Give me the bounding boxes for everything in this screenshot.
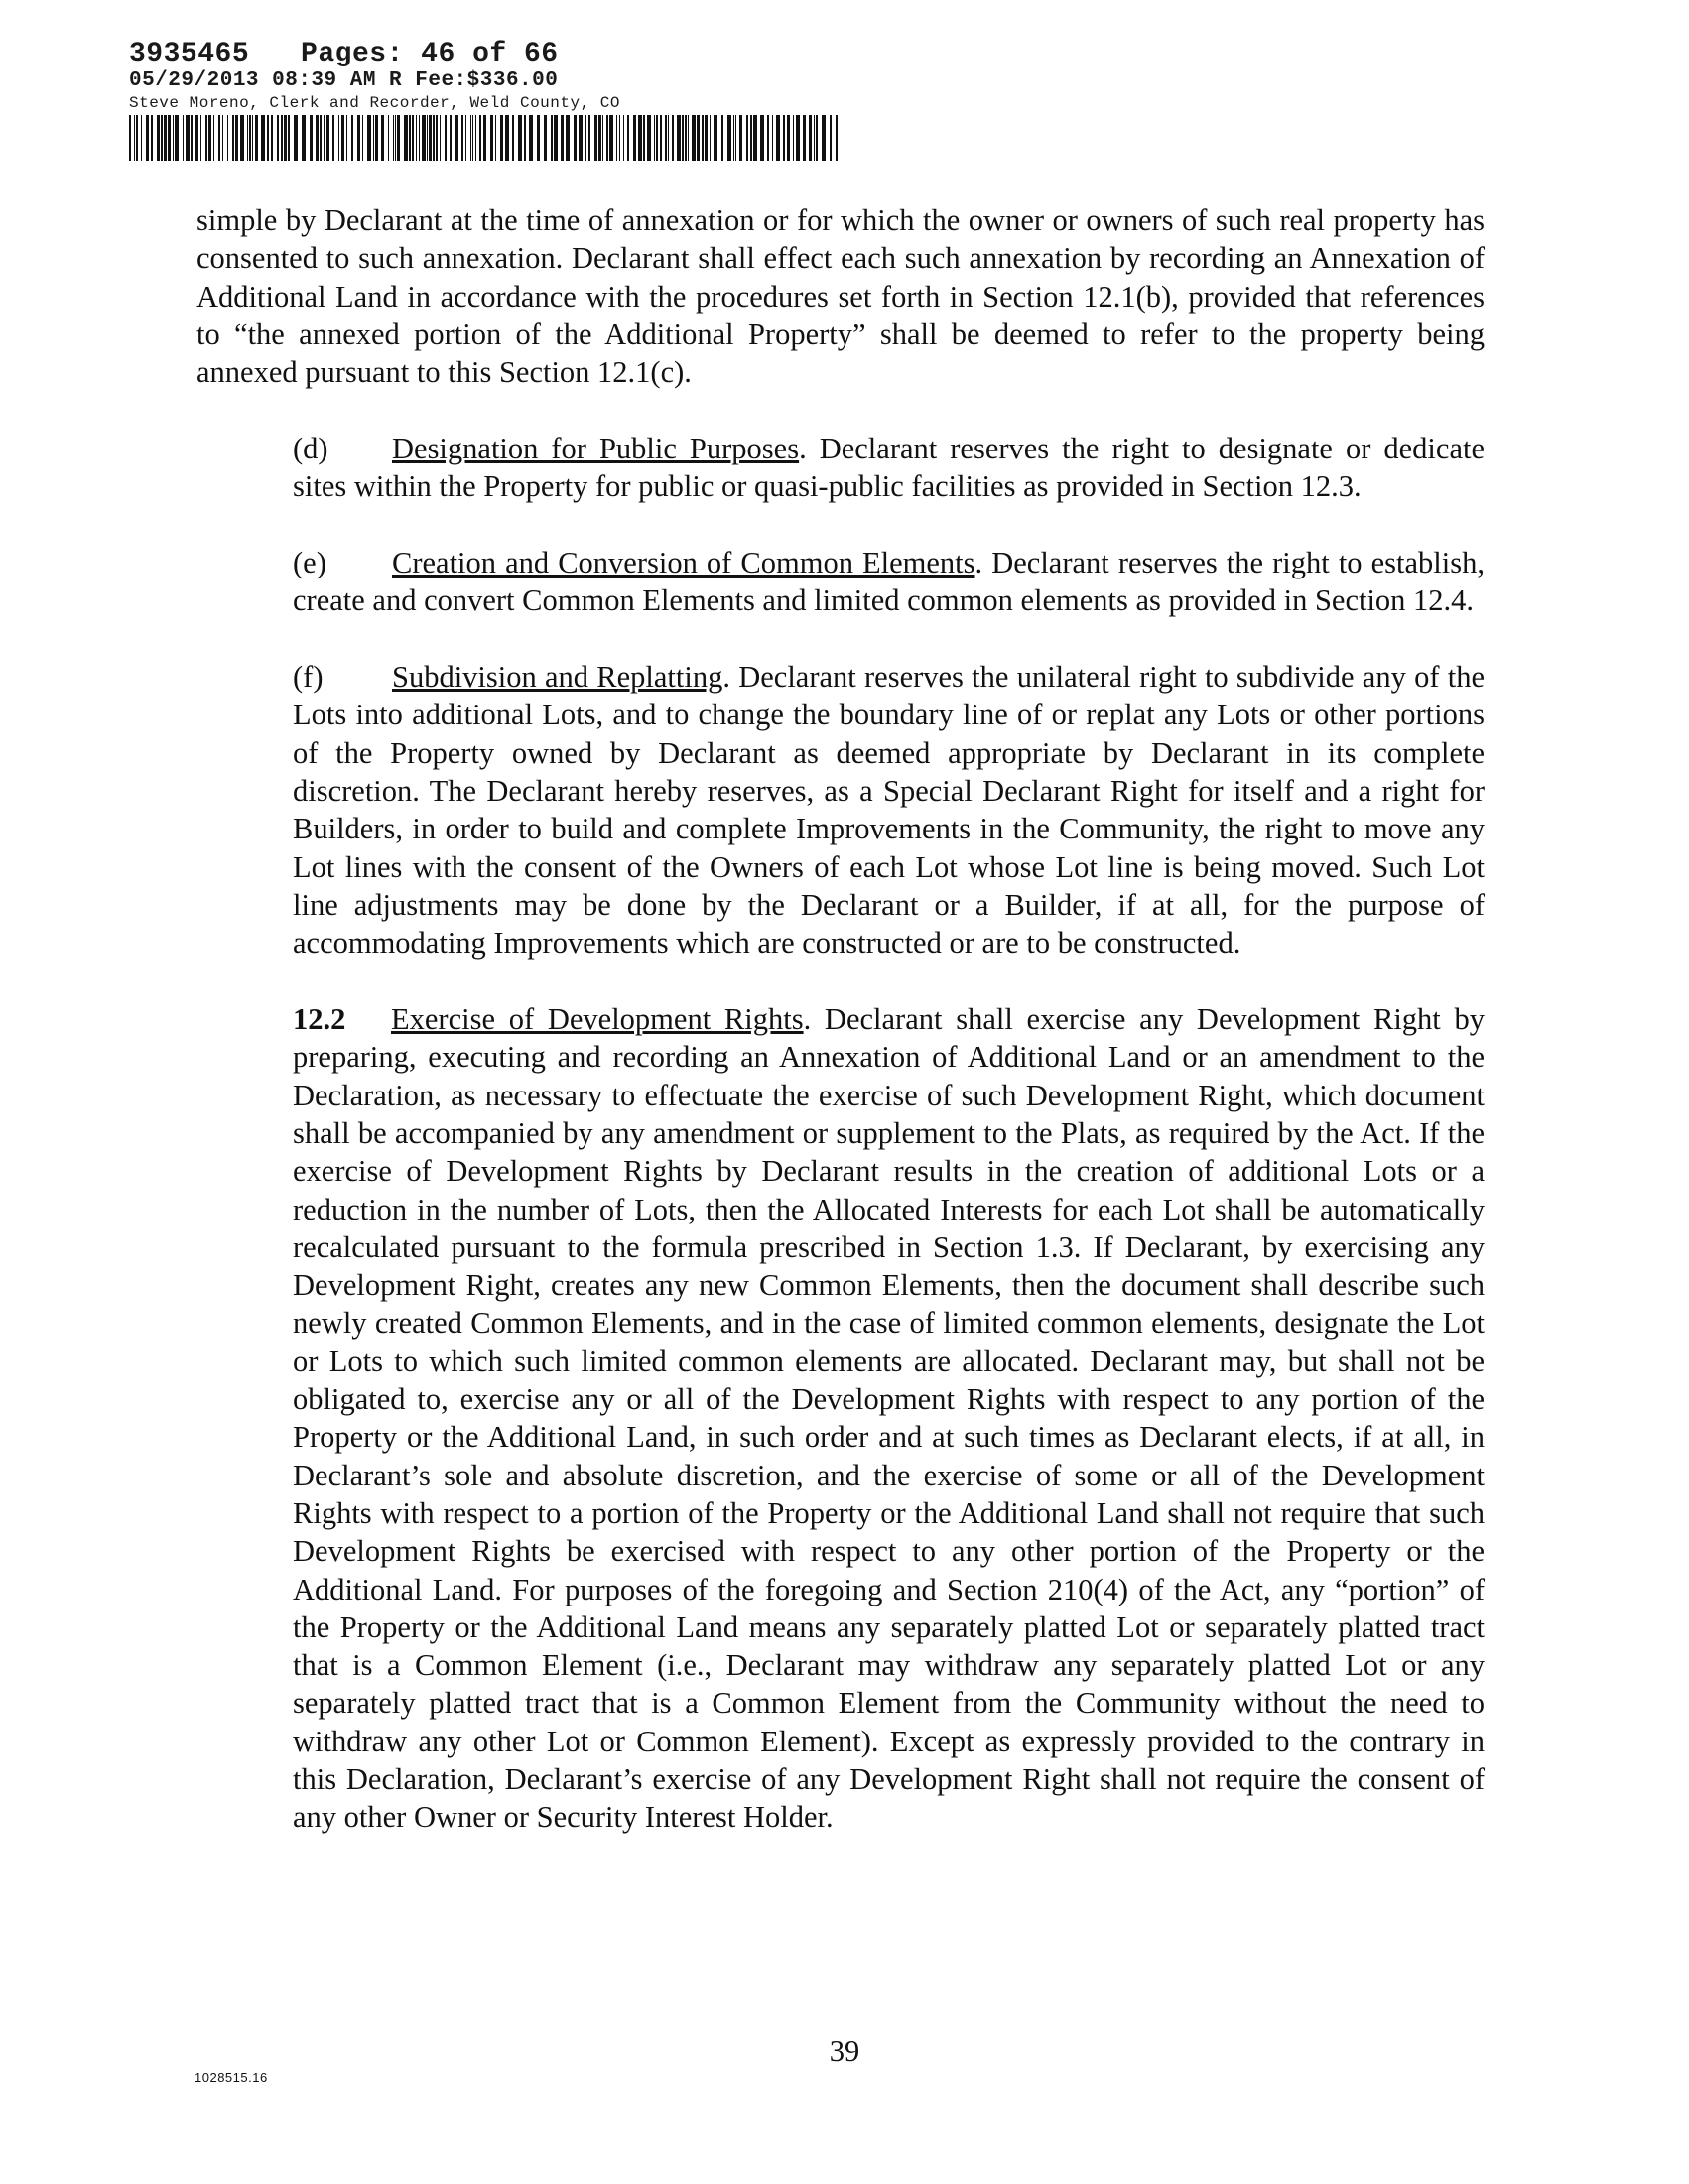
barcode-bar <box>302 115 306 161</box>
barcode-bar <box>255 115 258 161</box>
barcode-bar <box>208 115 211 161</box>
barcode-bar <box>668 115 669 161</box>
clause-title-d: Designation for Public Purposes <box>392 431 800 465</box>
barcode-bar <box>500 115 503 161</box>
barcode-bar <box>164 115 167 161</box>
barcode-bar <box>316 115 319 161</box>
stamp-doc-number: 3935465 <box>129 39 250 69</box>
clause-label-d: (d) <box>293 431 328 465</box>
barcode-bar <box>472 115 473 161</box>
barcode-bar <box>767 115 769 161</box>
barcode-bar <box>445 115 447 161</box>
barcode-bar <box>205 115 207 161</box>
barcode-bar <box>247 115 248 161</box>
barcode-bar <box>450 115 452 161</box>
barcode-bar <box>240 115 244 161</box>
barcode-bar <box>479 115 481 161</box>
barcode-bar <box>643 115 645 161</box>
recording-stamp <box>129 40 620 113</box>
barcode-bar <box>161 115 163 161</box>
barcode-bar <box>554 115 558 161</box>
barcode-bar <box>261 115 265 161</box>
barcode-bar <box>702 115 704 161</box>
barcode-bar <box>606 115 608 161</box>
barcode-bar <box>191 115 193 161</box>
barcode-bar <box>175 115 179 161</box>
barcode-bar <box>397 115 400 161</box>
barcode-bar <box>146 115 149 161</box>
barcode-bar <box>619 115 620 161</box>
barcode-bar <box>324 115 325 161</box>
barcode-bar <box>561 115 564 161</box>
barcode-bar <box>602 115 603 161</box>
section-number: 12.2 <box>293 1002 346 1037</box>
barcode-bar <box>186 115 190 161</box>
barcode-bar <box>404 115 408 161</box>
clause-label-e: (e) <box>293 546 326 580</box>
barcode-bar <box>294 115 298 161</box>
barcode-bar <box>566 115 570 161</box>
barcode-bar <box>388 115 389 161</box>
barcode-bar <box>173 115 174 161</box>
paragraph-continuation: simple by Declarant at the time of annexation or for which the owner or owners of such real property has consented to such annexation. Declarant shall effect each such annexation by recording an Annexation of Additional Land in accordance with the procedures set forth in Section 12.1(b), provided that references to “the annexed portion of the Additional Property” shall be deemed to refer to the property being annexed pursuant to this Section 12.1(c). <box>196 203 1485 390</box>
barcode-bar <box>836 115 838 161</box>
barcode-bar <box>588 115 590 161</box>
barcode-bar <box>721 115 723 161</box>
barcode-bar <box>375 115 378 161</box>
barcode-bar <box>320 115 322 161</box>
barcode-bar <box>281 115 283 161</box>
barcode-bar <box>656 115 658 161</box>
barcode-bar <box>393 115 394 161</box>
barcode-bar <box>727 115 731 161</box>
barcode-bar <box>129 115 131 161</box>
barcode-bar <box>168 115 171 161</box>
barcode-bar <box>373 115 374 161</box>
barcode-bar <box>783 115 785 161</box>
barcode-bar <box>672 115 674 161</box>
barcode-bar <box>455 115 458 161</box>
section-title: Exercise of Development Rights <box>391 1002 804 1037</box>
barcode-bar <box>505 115 509 161</box>
barcode-bar <box>638 115 642 161</box>
barcode-bar <box>753 115 757 161</box>
barcode-bar <box>685 115 687 161</box>
barcode-bar <box>705 115 708 161</box>
clause-text-e: . Declarant reserves the right to establish, create and convert Common Elements and limited common elements as provided in Section 12.4. <box>293 546 1485 618</box>
barcode-bar <box>416 115 417 161</box>
barcode-bar <box>735 115 736 161</box>
paragraph-f <box>196 658 1485 962</box>
barcode-bar <box>594 115 597 161</box>
barcode-bar <box>574 115 577 161</box>
barcode-bar <box>733 115 734 161</box>
barcode-bar <box>776 115 780 161</box>
barcode-bar <box>232 115 234 161</box>
barcode-bar <box>412 115 414 161</box>
barcode-bar <box>288 115 290 161</box>
barcode-bar <box>422 115 426 161</box>
barcode-bar <box>760 115 764 161</box>
barcode-bar <box>616 115 617 161</box>
barcode-bar <box>338 115 339 161</box>
barcode-bar <box>692 115 696 161</box>
barcode-bar <box>235 115 238 161</box>
barcode-bar <box>787 115 790 161</box>
section-text: . Declarant shall exercise any Development Right by preparing, executing and recording an Annexation of Additional Land or an amendment to the Declaration, as necessary to effectuate the exercise of such Development Right, which document shall be accompanied by any amendment or supplement to the Plats, as required by the Act. If the exercise of Development Rights by Declarant results in the creation of additional Lots or a reduction in the number of Lots, then the Allocated Interests for each Lot shall be automatically recalculated pursuant to the formula prescribed in Section 1.3. If Declarant, by exercising any Development Right, creates any new Common Elements, then the document shall describe such newly created Common Elements, and in the case of limited common elements, designate the Lot or Lots to which such limited common elements are allocated. Declarant may, but shall not be obligated to, exercise any or all of the Development Rights with respect to any portion of the Property or the Additional Land, in such order and at such times as Declarant elects, if at all, in Declarant’s sole and absolute discretion, and the exercise of some or all of the Development Rights with respect to a portion of the Property or the Additional Land shall not require that such Development Rights be exercised with respect to any other portion of the Property or the Additional Land. For purposes of the foregoing and Section 210(4) of the Act, any “portion” of the Property or the Additional Land means any separately platted Lot or separately platted tract that is a Common Element (i.e., Declarant may withdraw any separately platted Lot or any separately platted tract that is a Common Element from the Community without the need to withdraw any other Lot or Common Element). Except as expressly provided to the contrary in this Declaration, Declarant’s exercise of any Development Right shall not require the consent of any other Owner or Security Interest Holder. <box>293 1002 1485 1835</box>
barcode-bar <box>654 115 655 161</box>
barcode-bar <box>134 115 135 161</box>
barcode-bar <box>465 115 466 161</box>
barcode-bar <box>609 115 613 161</box>
barcode-bar <box>277 115 279 161</box>
barcode-bar <box>822 115 826 161</box>
barcode-bar <box>814 115 815 161</box>
barcode-bar <box>830 115 832 161</box>
stamp-recorder: Steve Moreno, Clerk and Recorder, Weld County, CO <box>129 94 620 112</box>
barcode-bar <box>739 115 742 161</box>
barcode-bar <box>151 115 153 161</box>
paragraph-e <box>196 544 1485 620</box>
barcode-bar <box>381 115 384 161</box>
barcode-bar <box>746 115 748 161</box>
barcode-bar <box>429 115 432 161</box>
barcode-bar <box>252 115 253 161</box>
barcode-bar <box>551 115 553 161</box>
barcode-bar <box>809 115 812 161</box>
clause-title-e: Creation and Conversion of Common Elements <box>392 546 975 580</box>
barcode-bar <box>433 115 435 161</box>
barcode-bar <box>677 115 681 161</box>
barcode-bar <box>222 115 223 161</box>
stamp-datetime-fee: 05/29/2013 08:39 AM R Fee:$336.00 <box>129 69 559 92</box>
barcode-bar <box>623 115 624 161</box>
barcode-bar <box>585 115 586 161</box>
barcode-bar <box>332 115 334 161</box>
barcode <box>129 115 839 161</box>
paragraph-d <box>196 430 1485 506</box>
barcode-bar <box>357 115 360 161</box>
barcode-bar <box>524 115 526 161</box>
clause-label-f: (f) <box>293 660 324 695</box>
barcode-bar <box>490 115 493 161</box>
barcode-bar <box>796 115 800 161</box>
barcode-bar <box>665 115 667 161</box>
barcode-bar <box>440 115 441 161</box>
barcode-bar <box>419 115 420 161</box>
barcode-bar <box>816 115 818 161</box>
barcode-bar <box>351 115 353 161</box>
barcode-bar <box>544 115 547 161</box>
clause-text-d: . Declarant reserves the right to designate or dedicate sites within the Property for public or quasi-public facilities as provided in Section 12.3. <box>293 431 1485 504</box>
barcode-bar <box>710 115 711 161</box>
barcode-bar <box>409 115 411 161</box>
barcode-bar <box>660 115 662 161</box>
clause-title-f: Subdivision and Replatting <box>392 660 723 695</box>
barcode-bar <box>157 115 160 161</box>
barcode-bar <box>249 115 251 161</box>
barcode-bar <box>714 115 717 161</box>
barcode-bar <box>310 115 313 161</box>
barcode-bar <box>362 115 363 161</box>
barcode-bar <box>461 115 463 161</box>
barcode-bar <box>579 115 583 161</box>
barcode-bar <box>537 115 540 161</box>
document-body <box>196 201 1485 1837</box>
barcode-bar <box>218 115 220 161</box>
barcode-bar <box>436 115 438 161</box>
barcode-bar <box>633 115 636 161</box>
barcode-bar <box>697 115 700 161</box>
barcode-bar <box>200 115 201 161</box>
barcode-bar <box>772 115 773 161</box>
barcode-bar <box>271 115 273 161</box>
barcode-bar <box>284 115 287 161</box>
barcode-bar <box>326 115 329 161</box>
barcode-bar <box>518 115 522 161</box>
barcode-bar <box>346 115 347 161</box>
barcode-bar <box>195 115 198 161</box>
barcode-bar <box>367 115 371 161</box>
barcode-bar <box>627 115 629 161</box>
barcode-bar <box>227 115 228 161</box>
barcode-bar <box>512 115 514 161</box>
stamp-doc-pages <box>129 40 620 69</box>
barcode-bar <box>688 115 689 161</box>
barcode-bar <box>750 115 752 161</box>
barcode-bar <box>495 115 496 161</box>
barcode-bar <box>213 115 214 161</box>
barcode-bar <box>470 115 471 161</box>
stamp-pages: Pages: 46 of 66 <box>301 39 559 69</box>
barcode-bar <box>475 115 476 161</box>
barcode-bar <box>647 115 651 161</box>
document-id: 1028515.16 <box>195 2070 268 2085</box>
barcode-bar <box>141 115 142 161</box>
barcode-bar <box>793 115 794 161</box>
barcode-bar <box>682 115 684 161</box>
barcode-bar <box>803 115 806 161</box>
page-number: 39 <box>829 2034 860 2068</box>
barcode-bar <box>183 115 184 161</box>
barcode-bar <box>427 115 428 161</box>
barcode-bar <box>598 115 601 161</box>
barcode-bar <box>395 115 396 161</box>
barcode-bar <box>529 115 533 161</box>
barcode-bar <box>341 115 344 161</box>
barcode-bar <box>267 115 269 161</box>
section-12-2 <box>196 1000 1485 1837</box>
clause-text-f: . Declarant reserves the unilateral right to subdivide any of the Lots into additional Lots, and to change the boundary line of or replat any Lots or other portions of the Property owned by Declarant as deemed appropriate by Declarant in its complete discretion. The Declarant hereby reserves, as a Special Declarant Right for itself and a right for Builders, in order to build and complete Improvements in the Community, the right to move any Lot lines with the consent of the Owners of each Lot whose Lot line is being moved. Such Lot line adjustments may be done by the Declarant or a Builder, if at all, for the purpose of accommodating Improvements which are constructed or are to be constructed. <box>293 660 1485 961</box>
barcode-bar <box>136 115 138 161</box>
barcode-bar <box>483 115 486 161</box>
